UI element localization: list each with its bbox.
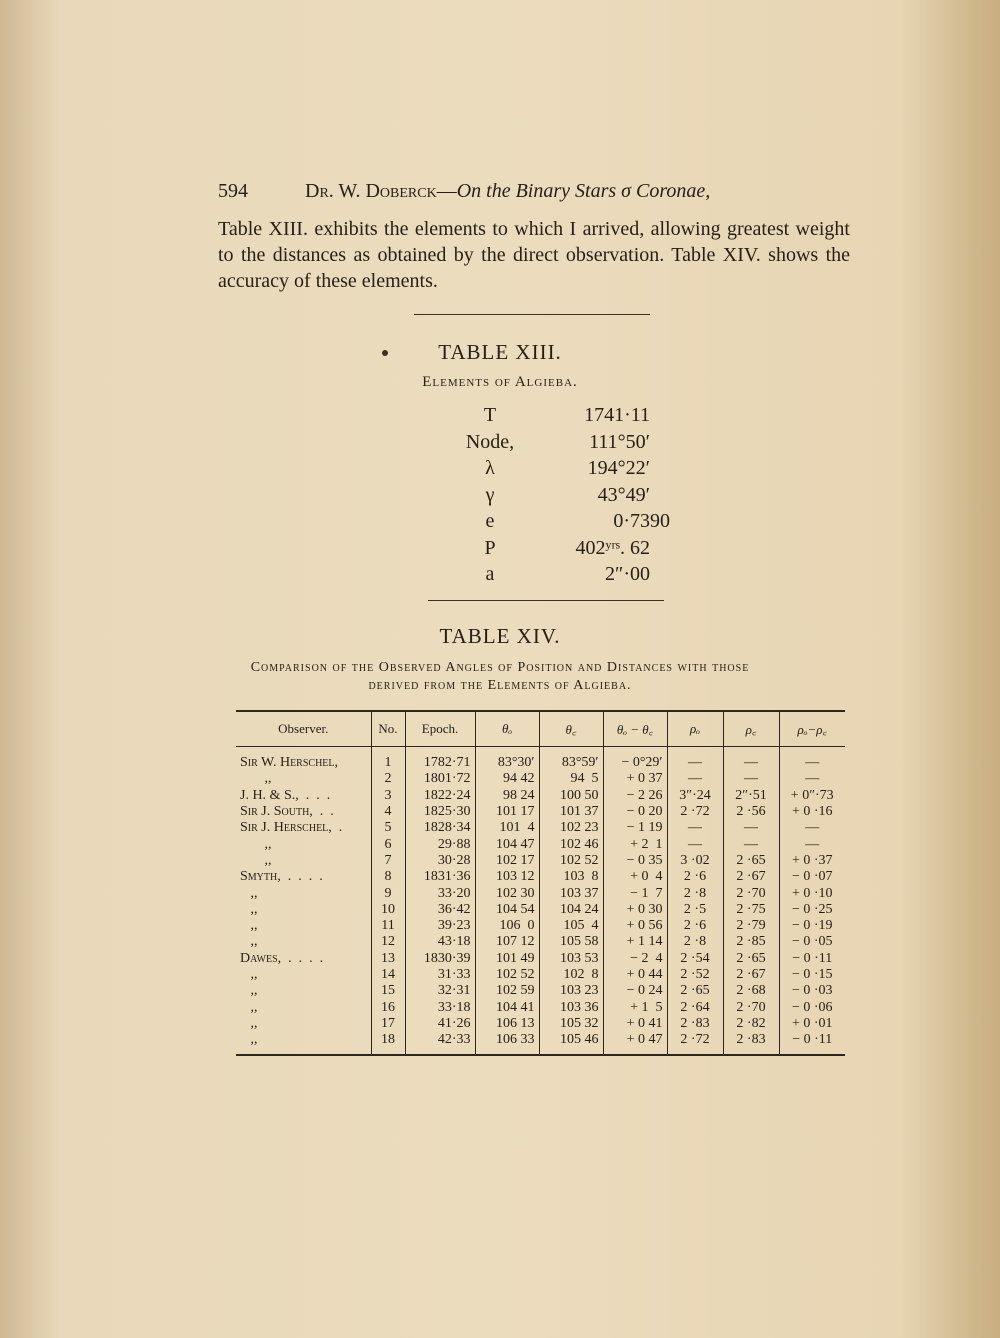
cell-rho-difference: — (779, 820, 845, 836)
cell-observer: ,, (240, 1032, 258, 1048)
cell-rho-difference: + 0 ·37 (779, 853, 845, 869)
cell-epoch: 36·42 (405, 902, 475, 918)
table-row (236, 747, 845, 772)
cell-observer: ,, (240, 836, 272, 852)
table-row (236, 869, 845, 885)
cell-rho-computed: 2″·51 (723, 788, 779, 804)
cell-theta-observed: 103 12 (475, 869, 539, 885)
cell-rho-computed: 2 ·56 (723, 804, 779, 820)
cell-epoch: 33·20 (405, 885, 475, 901)
cell-theta-observed: 104 47 (475, 836, 539, 852)
col-header-theta-computed: θ꜀ (539, 711, 603, 747)
cell-theta-computed: 103 53 (539, 951, 603, 967)
col-header-rho-computed: ρ꜀ (723, 711, 779, 747)
header-title: On the Binary Stars σ Coronae, (456, 180, 711, 202)
cell-theta-computed: 102 8 (539, 967, 603, 983)
cell-theta-observed: 98 24 (475, 788, 539, 804)
table-row (236, 918, 845, 934)
cell-number: 6 (371, 836, 405, 852)
cell-theta-difference: + 0 37 (603, 771, 667, 787)
cell-number: 2 (371, 771, 405, 787)
cell-rho-observed: 2 ·65 (667, 983, 723, 999)
cell-observer: Sir J. Herschel, . (240, 820, 343, 836)
element-value: 111°50′ (589, 430, 650, 453)
col-header-rho-observed: ρₒ (667, 711, 723, 747)
table-row (236, 967, 845, 983)
table14-body (236, 747, 845, 1056)
cell-rho-difference: + 0 ·01 (779, 1016, 845, 1032)
table14-subtitle-line1: Comparison of the Observed Angles of Position and Distances with those (250, 660, 750, 675)
col-header-observer: Observer. (236, 711, 371, 747)
cell-rho-difference: + 0″·73 (779, 788, 845, 804)
cell-number: 10 (371, 902, 405, 918)
cell-epoch: 33·18 (405, 999, 475, 1015)
cell-epoch: 32·31 (405, 983, 475, 999)
cell-theta-computed: 105 46 (539, 1032, 603, 1055)
cell-theta-observed: 83°30′ (475, 747, 539, 772)
cell-theta-observed: 106 0 (475, 918, 539, 934)
cell-theta-observed: 94 42 (475, 771, 539, 787)
table-row (236, 951, 845, 967)
cell-theta-computed: 104 24 (539, 902, 603, 918)
cell-theta-difference: − 0 35 (603, 853, 667, 869)
cell-theta-observed: 104 41 (475, 999, 539, 1015)
table-row (236, 853, 845, 869)
cell-theta-difference: + 0 41 (603, 1016, 667, 1032)
intro-paragraph: Table XIII. exhibits the elements to which I arrived, allowing greatest weight to the distances as obtained by the direct observation. Table XIV. shows the accuracy of these elements. (218, 218, 850, 292)
cell-rho-computed: 2 ·70 (723, 885, 779, 901)
cell-theta-computed: 83°59′ (539, 747, 603, 772)
cell-rho-observed: — (667, 836, 723, 852)
col-header-theta-observed: θₒ (475, 711, 539, 747)
cell-theta-computed: 105 58 (539, 934, 603, 950)
cell-rho-observed: 2 ·52 (667, 967, 723, 983)
cell-rho-observed: 2 ·64 (667, 999, 723, 1015)
cell-rho-computed: 2 ·65 (723, 951, 779, 967)
cell-rho-observed: 3″·24 (667, 788, 723, 804)
cell-epoch: 41·26 (405, 1016, 475, 1032)
table14-subtitle-line2: derived from the Elements of Algieba. (368, 678, 632, 693)
table-row (236, 1032, 845, 1055)
cell-observer: ,, (240, 1015, 258, 1031)
col-header-theta-difference: θₒ − θ꜀ (603, 711, 667, 747)
cell-rho-observed: 2 ·6 (667, 918, 723, 934)
cell-rho-difference: + 0 ·10 (779, 885, 845, 901)
cell-number: 16 (371, 999, 405, 1015)
cell-observer: ,, (240, 967, 258, 982)
cell-rho-difference: — (779, 836, 845, 852)
cell-number: 7 (371, 853, 405, 869)
cell-observer: ,, (240, 918, 258, 934)
page-number: 594 (218, 180, 248, 202)
cell-theta-difference: − 1 7 (603, 885, 667, 901)
cell-epoch: 29·88 (405, 836, 475, 852)
table-row (236, 788, 845, 804)
cell-theta-computed: 103 8 (539, 869, 603, 885)
cell-rho-computed: — (723, 820, 779, 836)
cell-observer: Smyth, . . . . (240, 869, 323, 885)
cell-observer: ,, (240, 934, 258, 950)
separator-rule-top (414, 314, 650, 315)
element-label: P (484, 536, 496, 559)
cell-theta-observed: 107 12 (475, 934, 539, 950)
cell-theta-observed: 102 17 (475, 853, 539, 869)
element-label: λ (485, 457, 495, 479)
element-value: 2″·00 (605, 563, 650, 585)
element-value: 43°49′ (597, 483, 650, 506)
table13-subtitle: Elements of Algieba. (422, 374, 578, 390)
cell-theta-computed: 102 52 (539, 853, 603, 869)
cell-observer: ,, (240, 999, 258, 1015)
header-author: Dr. W. Doberck (305, 180, 437, 202)
cell-theta-difference: − 2 26 (603, 788, 667, 804)
cell-epoch: 1822·24 (405, 788, 475, 804)
cell-theta-difference: + 0 44 (603, 967, 667, 983)
table-row (236, 1016, 845, 1032)
col-header-epoch: Epoch. (405, 711, 475, 747)
cell-rho-computed: 2 ·67 (723, 967, 779, 983)
cell-rho-difference: − 0 ·11 (779, 1032, 845, 1055)
cell-number: 13 (371, 951, 405, 967)
cell-theta-difference: + 2 1 (603, 836, 667, 852)
element-label: a (485, 563, 495, 585)
element-value: 194°22′ (587, 457, 650, 479)
cell-theta-difference: + 1 5 (603, 999, 667, 1015)
cell-rho-difference: − 0 ·03 (779, 983, 845, 999)
cell-theta-observed: 102 52 (475, 967, 539, 983)
cell-rho-observed: 2 ·83 (667, 1016, 723, 1032)
cell-theta-computed: 102 23 (539, 820, 603, 836)
header-dash: — (436, 180, 457, 202)
cell-rho-computed: 2 ·83 (723, 1032, 779, 1055)
cell-number: 1 (371, 747, 405, 772)
table-row (236, 804, 845, 820)
cell-rho-observed: 2 ·72 (667, 1032, 723, 1055)
cell-number: 5 (371, 820, 405, 836)
cell-epoch: 1828·34 (405, 820, 475, 836)
element-label: T (483, 404, 497, 426)
cell-rho-computed: 2 ·68 (723, 983, 779, 999)
cell-number: 15 (371, 983, 405, 999)
cell-rho-computed: 2 ·70 (723, 999, 779, 1015)
cell-rho-computed: 2 ·75 (723, 902, 779, 918)
cell-number: 17 (371, 1016, 405, 1032)
cell-rho-difference: − 0 ·05 (779, 934, 845, 950)
cell-rho-observed: 3 ·02 (667, 853, 723, 869)
cell-rho-difference: + 0 ·16 (779, 804, 845, 820)
cell-theta-observed: 102 30 (475, 885, 539, 901)
cell-epoch: 43·18 (405, 934, 475, 950)
cell-rho-computed: 2 ·82 (723, 1016, 779, 1032)
table14-header-row (236, 711, 845, 747)
table-row (236, 771, 845, 787)
cell-rho-observed: — (667, 771, 723, 787)
cell-theta-computed: 102 46 (539, 836, 603, 852)
cell-number: 12 (371, 934, 405, 950)
cell-number: 18 (371, 1032, 405, 1055)
cell-number: 11 (371, 918, 405, 934)
cell-theta-difference: − 0 20 (603, 804, 667, 820)
cell-theta-observed: 101 4 (475, 820, 539, 836)
cell-theta-computed: 103 37 (539, 885, 603, 901)
cell-theta-difference: + 0 47 (603, 1032, 667, 1055)
cell-theta-observed: 104 54 (475, 902, 539, 918)
cell-epoch: 42·33 (405, 1032, 475, 1055)
cell-number: 3 (371, 788, 405, 804)
cell-rho-computed: 2 ·85 (723, 934, 779, 950)
cell-rho-observed: 2 ·5 (667, 902, 723, 918)
cell-observer: ,, (240, 983, 258, 999)
cell-epoch: 30·28 (405, 853, 475, 869)
cell-theta-computed: 103 23 (539, 983, 603, 999)
cell-rho-difference: − 0 ·06 (779, 999, 845, 1015)
cell-observer: ,, (240, 852, 272, 868)
cell-theta-computed: 103 36 (539, 999, 603, 1015)
separator-rule-middle (428, 600, 664, 601)
cell-theta-computed: 105 32 (539, 1016, 603, 1032)
cell-epoch: 31·33 (405, 967, 475, 983)
element-label: e (485, 510, 495, 532)
cell-theta-computed: 94 5 (539, 771, 603, 787)
col-header-rho-difference: ρₒ−ρ꜀ (779, 711, 845, 747)
table-row (236, 999, 845, 1015)
table-row (236, 820, 845, 836)
cell-theta-observed: 102 59 (475, 983, 539, 999)
element-label: γ (485, 483, 495, 506)
cell-rho-computed: — (723, 771, 779, 787)
cell-theta-difference: − 1 19 (603, 820, 667, 836)
element-value: 0·7390 (613, 510, 670, 532)
cell-observer: J. H. & S., . . . (240, 787, 331, 803)
cell-rho-observed: 2 ·8 (667, 885, 723, 901)
cell-rho-difference: − 0 ·25 (779, 902, 845, 918)
element-value: 1741·11 (584, 404, 650, 426)
cell-rho-observed: — (667, 820, 723, 836)
cell-observer: ,, (240, 885, 258, 901)
cell-epoch: 1830·39 (405, 951, 475, 967)
cell-epoch: 1825·30 (405, 804, 475, 820)
cell-rho-computed: — (723, 836, 779, 852)
cell-rho-computed: — (723, 747, 779, 772)
cell-rho-difference: — (779, 771, 845, 787)
cell-theta-computed: 100 50 (539, 788, 603, 804)
cell-theta-difference: + 0 4 (603, 869, 667, 885)
cell-rho-observed: 2 ·72 (667, 804, 723, 820)
cell-theta-difference: + 0 30 (603, 902, 667, 918)
running-header (218, 180, 710, 203)
cell-rho-observed: — (667, 747, 723, 772)
cell-theta-computed: 101 37 (539, 804, 603, 820)
cell-observer: Sir W. Herschel, (240, 755, 339, 771)
cell-rho-difference: − 0 ·07 (779, 869, 845, 885)
cell-number: 4 (371, 804, 405, 820)
cell-rho-computed: 2 ·79 (723, 918, 779, 934)
cell-theta-observed: 106 33 (475, 1032, 539, 1055)
cell-rho-difference: − 0 ·19 (779, 918, 845, 934)
cell-theta-difference: + 0 56 (603, 918, 667, 934)
cell-theta-observed: 101 49 (475, 951, 539, 967)
table13-title: TABLE XIII. (438, 340, 562, 364)
cell-theta-observed: 101 17 (475, 804, 539, 820)
cell-observer: Sir J. South, . . (240, 804, 334, 820)
table14-title: TABLE XIV. (439, 624, 561, 648)
cell-observer: ,, (240, 771, 272, 787)
cell-rho-observed: 2 ·6 (667, 869, 723, 885)
table-row (236, 885, 845, 901)
table-row (236, 836, 845, 852)
cell-epoch: 1831·36 (405, 869, 475, 885)
element-value: 402ʸʳˢ. 62 (575, 536, 650, 559)
cell-theta-observed: 106 13 (475, 1016, 539, 1032)
cell-theta-difference: + 1 14 (603, 934, 667, 950)
cell-rho-difference: − 0 ·15 (779, 967, 845, 983)
cell-rho-observed: 2 ·8 (667, 934, 723, 950)
cell-observer: ,, (240, 901, 258, 917)
cell-epoch: 1801·72 (405, 771, 475, 787)
cell-rho-computed: 2 ·65 (723, 853, 779, 869)
table-row (236, 983, 845, 999)
cell-observer: Dawes, . . . . (240, 950, 324, 966)
cell-epoch: 39·23 (405, 918, 475, 934)
cell-rho-computed: 2 ·67 (723, 869, 779, 885)
cell-rho-difference: − 0 ·11 (779, 951, 845, 967)
cell-number: 9 (371, 885, 405, 901)
col-header-number: No. (371, 711, 405, 747)
cell-rho-difference: — (779, 747, 845, 772)
cell-theta-difference: − 0°29′ (603, 747, 667, 772)
cell-theta-difference: − 2 4 (603, 951, 667, 967)
table-row (236, 902, 845, 918)
cell-number: 14 (371, 967, 405, 983)
cell-theta-computed: 105 4 (539, 918, 603, 934)
cell-epoch: 1782·71 (405, 747, 475, 772)
table-row (236, 934, 845, 950)
cell-theta-difference: − 0 24 (603, 983, 667, 999)
element-label: Node, (465, 430, 515, 453)
table14 (236, 710, 845, 1056)
cell-rho-observed: 2 ·54 (667, 951, 723, 967)
cell-number: 8 (371, 869, 405, 885)
